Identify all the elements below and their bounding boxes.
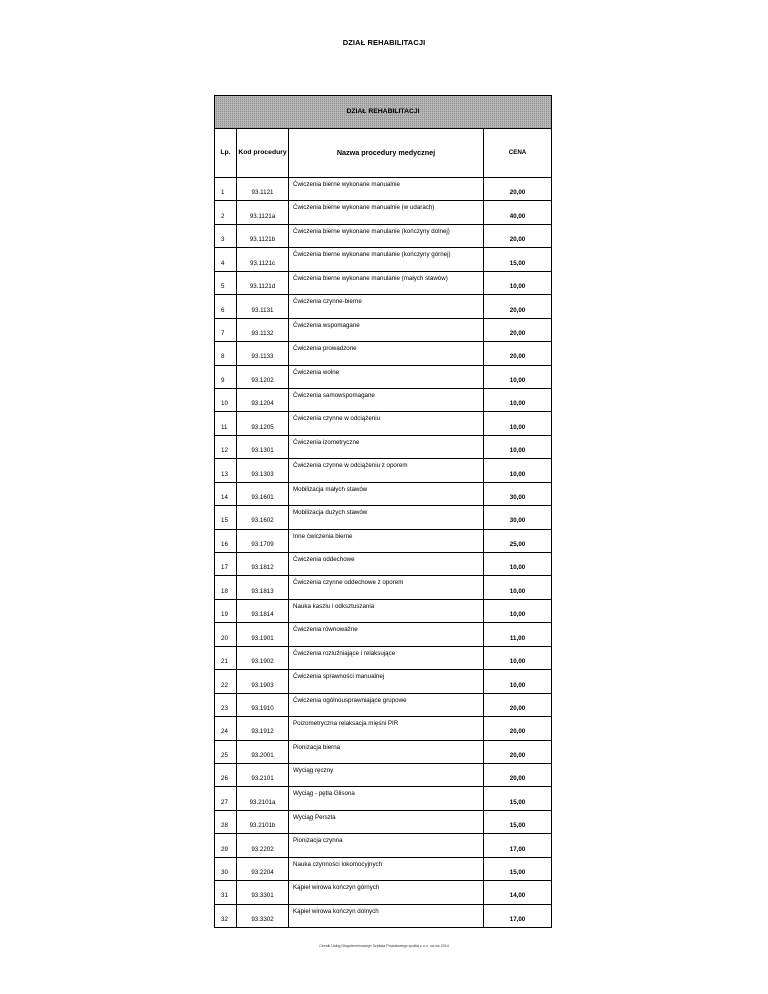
cell-code: 93.1121d xyxy=(237,271,289,294)
table-row xyxy=(215,763,552,786)
table-row xyxy=(215,482,552,505)
cell-price: 20,00 xyxy=(484,740,552,763)
table-row xyxy=(215,904,552,927)
table-row xyxy=(215,576,552,599)
cell-code: 93.1121b xyxy=(237,224,289,247)
cell-code: 93.1204 xyxy=(237,388,289,411)
table-row xyxy=(215,693,552,716)
cell-code: 93.1202 xyxy=(237,365,289,388)
cell-name: Kąpiel wirowa kończyn dolnych xyxy=(289,904,484,927)
cell-code: 93.1901 xyxy=(237,623,289,646)
cell-price: 15,00 xyxy=(484,248,552,271)
cell-code: 93.1814 xyxy=(237,599,289,622)
cell-code: 93.1812 xyxy=(237,553,289,576)
cell-price: 20,00 xyxy=(484,318,552,341)
cell-name: Pionizacja czynna xyxy=(289,834,484,857)
cell-price: 15,00 xyxy=(484,810,552,833)
cell-lp: 21 xyxy=(215,646,237,669)
cell-code: 93.1303 xyxy=(237,459,289,482)
cell-code: 93.1121 xyxy=(237,178,289,201)
cell-code: 93.2001 xyxy=(237,740,289,763)
cell-code: 93.2101b xyxy=(237,810,289,833)
table-row xyxy=(215,529,552,552)
cell-lp: 19 xyxy=(215,599,237,622)
cell-lp: 12 xyxy=(215,435,237,458)
table-row xyxy=(215,318,552,341)
cell-code: 93.2101a xyxy=(237,787,289,810)
cell-code: 93.1903 xyxy=(237,670,289,693)
cell-name: Poizometryczna relaksacja mięśni PIR xyxy=(289,717,484,740)
cell-name: Ćwiczenia bierne wykonane manulanie (małych stawów) xyxy=(289,271,484,294)
page-title: DZIAŁ REHABILITACJI xyxy=(342,38,426,47)
cell-price: 15,00 xyxy=(484,857,552,880)
cell-price: 20,00 xyxy=(484,295,552,318)
cell-price: 10,00 xyxy=(484,576,552,599)
cell-lp: 29 xyxy=(215,834,237,857)
cell-price: 10,00 xyxy=(484,670,552,693)
price-table xyxy=(214,95,552,928)
cell-price: 20,00 xyxy=(484,763,552,786)
cell-code: 93.1601 xyxy=(237,482,289,505)
cell-name: Ćwiczenia samowspomagane xyxy=(289,388,484,411)
table-row xyxy=(215,599,552,622)
cell-code: 93.2101 xyxy=(237,763,289,786)
cell-price: 30,00 xyxy=(484,482,552,505)
cell-code: 93.1602 xyxy=(237,506,289,529)
cell-name: Pionizacja bierna xyxy=(289,740,484,763)
cell-name: Ćwiczenia czynne oddechowe z oporem xyxy=(289,576,484,599)
cell-price: 20,00 xyxy=(484,224,552,247)
cell-price: 20,00 xyxy=(484,717,552,740)
cell-code: 93.1910 xyxy=(237,693,289,716)
cell-lp: 30 xyxy=(215,857,237,880)
cell-code: 93.1133 xyxy=(237,342,289,365)
cell-name: Wyciąg ręczny xyxy=(289,763,484,786)
cell-price: 20,00 xyxy=(484,342,552,365)
cell-name: Ćwiczenia bierne wykonane manualnie (w udarach) xyxy=(289,201,484,224)
table-row xyxy=(215,717,552,740)
cell-lp: 25 xyxy=(215,740,237,763)
cell-lp: 23 xyxy=(215,693,237,716)
cell-lp: 7 xyxy=(215,318,237,341)
cell-name: Ćwiczenia rozluźniające i relaksujące xyxy=(289,646,484,669)
cell-price: 10,00 xyxy=(484,459,552,482)
cell-code: 93.1902 xyxy=(237,646,289,669)
cell-lp: 3 xyxy=(215,224,237,247)
table-row xyxy=(215,388,552,411)
cell-code: 93.2202 xyxy=(237,834,289,857)
table-row xyxy=(215,435,552,458)
cell-lp: 5 xyxy=(215,271,237,294)
cell-name: Wyciąg Perszla xyxy=(289,810,484,833)
cell-name: Ćwiczenia wolne xyxy=(289,365,484,388)
cell-lp: 28 xyxy=(215,810,237,833)
table-row xyxy=(215,623,552,646)
table-row xyxy=(215,342,552,365)
table-row xyxy=(215,740,552,763)
table-row xyxy=(215,459,552,482)
cell-price: 10,00 xyxy=(484,388,552,411)
cell-lp: 26 xyxy=(215,763,237,786)
cell-name: Ćwiczenia oddechowe xyxy=(289,553,484,576)
cell-name: Ćwiczenia czynne-bierne xyxy=(289,295,484,318)
cell-name: Wyciąg - pętla Glisona xyxy=(289,787,484,810)
cell-code: 93.3302 xyxy=(237,904,289,927)
cell-name: Mobilizacja małych stawów xyxy=(289,482,484,505)
cell-lp: 20 xyxy=(215,623,237,646)
cell-price: 10,00 xyxy=(484,365,552,388)
cell-price: 10,00 xyxy=(484,412,552,435)
cell-price: 17,00 xyxy=(484,834,552,857)
table-row xyxy=(215,271,552,294)
cell-price: 10,00 xyxy=(484,599,552,622)
table-row xyxy=(215,178,552,201)
cell-price: 10,00 xyxy=(484,435,552,458)
cell-price: 30,00 xyxy=(484,506,552,529)
cell-lp: 14 xyxy=(215,482,237,505)
cell-name: Ćwiczenia wspomagane xyxy=(289,318,484,341)
cell-price: 40,00 xyxy=(484,201,552,224)
cell-lp: 15 xyxy=(215,506,237,529)
price-table-container xyxy=(214,95,551,928)
table-row xyxy=(215,881,552,904)
table-row xyxy=(215,248,552,271)
cell-lp: 13 xyxy=(215,459,237,482)
cell-price: 25,00 xyxy=(484,529,552,552)
column-header-price: CENA xyxy=(484,129,552,178)
cell-lp: 2 xyxy=(215,201,237,224)
cell-lp: 9 xyxy=(215,365,237,388)
cell-price: 11,00 xyxy=(484,623,552,646)
cell-name: Ćwiczenia równoważne xyxy=(289,623,484,646)
cell-code: 93.1132 xyxy=(237,318,289,341)
column-header-name: Nazwa procedury medycznej xyxy=(289,129,484,178)
cell-name: Ćwiczenia bierne wykonane manulanie (kończyny dolnej) xyxy=(289,224,484,247)
cell-lp: 24 xyxy=(215,717,237,740)
cell-name: Nauka kaszlu i odksztuszania xyxy=(289,599,484,622)
cell-price: 17,00 xyxy=(484,904,552,927)
cell-code: 93.1205 xyxy=(237,412,289,435)
cell-lp: 16 xyxy=(215,529,237,552)
cell-name: Ćwiczenia bierne wykonane manualnie xyxy=(289,178,484,201)
cell-code: 93.1131 xyxy=(237,295,289,318)
table-row xyxy=(215,646,552,669)
cell-name: Ćwiczenia ogólnousprawniające grupowe xyxy=(289,693,484,716)
table-row xyxy=(215,787,552,810)
table-row xyxy=(215,670,552,693)
cell-name: Ćwiczenia czynne w odciążeniu xyxy=(289,412,484,435)
table-row xyxy=(215,365,552,388)
cell-name: Mobilizacja dużych stawów xyxy=(289,506,484,529)
table-row xyxy=(215,506,552,529)
cell-lp: 17 xyxy=(215,553,237,576)
cell-code: 93.1709 xyxy=(237,529,289,552)
cell-lp: 11 xyxy=(215,412,237,435)
cell-name: Inne ćwiczenia bierne xyxy=(289,529,484,552)
table-banner: DZIAŁ REHABILITACJI xyxy=(215,96,552,129)
cell-code: 93.1121c xyxy=(237,248,289,271)
cell-lp: 4 xyxy=(215,248,237,271)
cell-lp: 1 xyxy=(215,178,237,201)
column-header-code: Kod procedury xyxy=(237,129,289,178)
cell-lp: 10 xyxy=(215,388,237,411)
table-row xyxy=(215,412,552,435)
cell-name: Kąpiel wirowa kończyn górnych xyxy=(289,881,484,904)
cell-code: 93.2204 xyxy=(237,857,289,880)
cell-lp: 32 xyxy=(215,904,237,927)
cell-price: 15,00 xyxy=(484,787,552,810)
cell-name: Ćwiczenia czynne w odciążeniu z oporem xyxy=(289,459,484,482)
cell-price: 14,00 xyxy=(484,881,552,904)
cell-lp: 31 xyxy=(215,881,237,904)
table-row xyxy=(215,224,552,247)
cell-lp: 8 xyxy=(215,342,237,365)
cell-price: 20,00 xyxy=(484,693,552,716)
table-row xyxy=(215,810,552,833)
cell-name: Ćwiczenia bierne wykonane manulanie (kończyny górnej) xyxy=(289,248,484,271)
cell-code: 93.3301 xyxy=(237,881,289,904)
cell-lp: 27 xyxy=(215,787,237,810)
cell-code: 93.1813 xyxy=(237,576,289,599)
cell-lp: 18 xyxy=(215,576,237,599)
cell-name: Nauka czynności lokomocyjnych xyxy=(289,857,484,880)
table-row xyxy=(215,857,552,880)
column-header-lp: Lp. xyxy=(215,129,237,178)
cell-lp: 6 xyxy=(215,295,237,318)
table-row xyxy=(215,295,552,318)
page-footer: Cennik Usług Długoterminowego Szpitala Powiatowego spółka z o.o. na rok 2014 xyxy=(319,944,449,948)
cell-code: 93.1301 xyxy=(237,435,289,458)
cell-name: Ćwiczenia izometryczne xyxy=(289,435,484,458)
cell-price: 10,00 xyxy=(484,271,552,294)
cell-code: 93.1121a xyxy=(237,201,289,224)
cell-code: 93.1912 xyxy=(237,717,289,740)
table-row xyxy=(215,553,552,576)
cell-name: Ćwiczenia sprawności manualnej xyxy=(289,670,484,693)
cell-lp: 22 xyxy=(215,670,237,693)
cell-price: 20,00 xyxy=(484,178,552,201)
table-row xyxy=(215,834,552,857)
cell-price: 10,00 xyxy=(484,553,552,576)
cell-price: 10,00 xyxy=(484,646,552,669)
cell-name: Ćwiczenia prowadzone xyxy=(289,342,484,365)
table-row xyxy=(215,201,552,224)
